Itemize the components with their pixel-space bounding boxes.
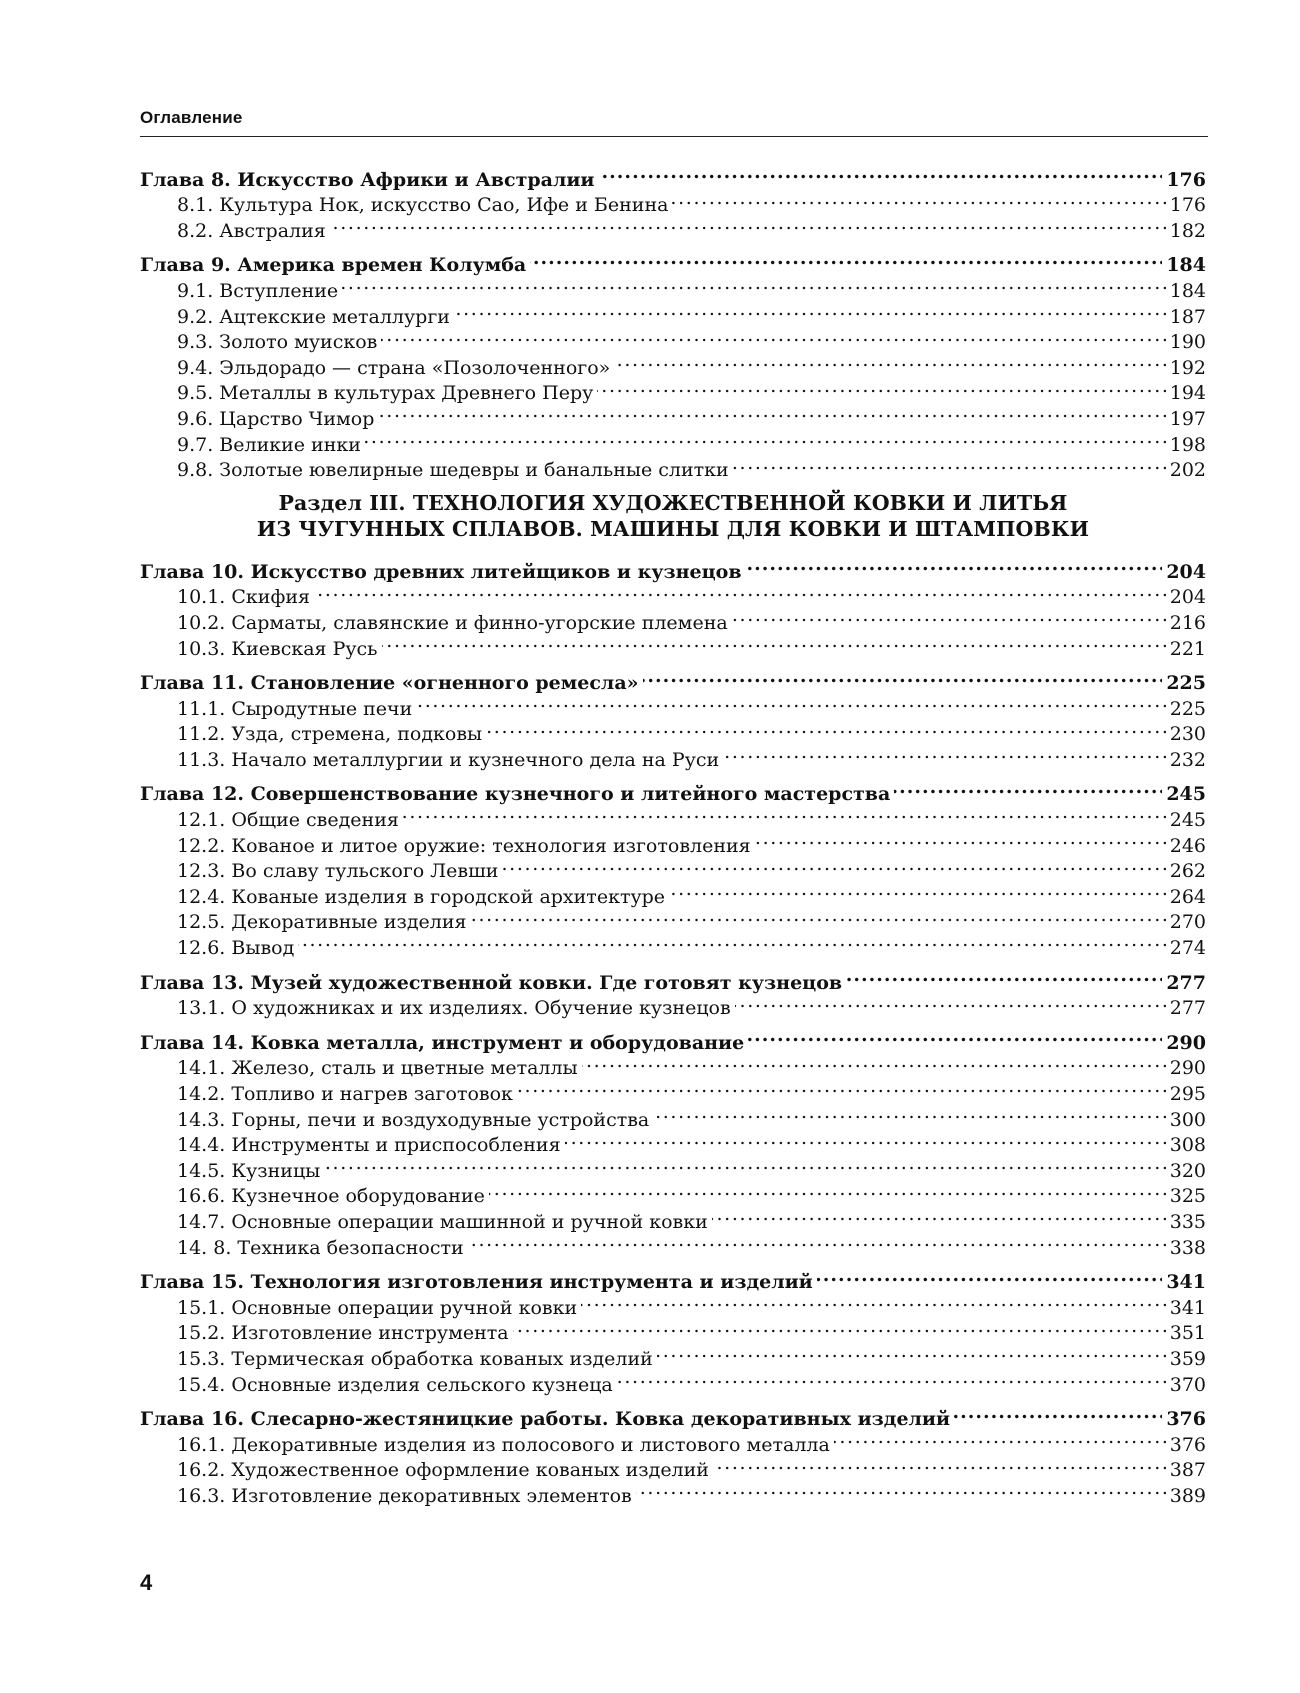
chapter-label: Глава 8. Искусство Африки и Австралии [140, 168, 595, 191]
section-page-number: 277 [1169, 997, 1206, 1020]
section-page-number: 216 [1169, 611, 1206, 634]
section-page-number: 194 [1169, 382, 1206, 405]
section-page-number: 230 [1169, 723, 1206, 746]
section-page-number: 300 [1169, 1108, 1206, 1131]
section-label: 9.5. Металлы в культурах Древнего Перу [177, 382, 594, 405]
chapter-page-number: 376 [1166, 1408, 1206, 1431]
chapter-page-number: 341 [1166, 1271, 1206, 1294]
section-page-number: 221 [1169, 637, 1206, 660]
dot-leader [653, 1100, 1165, 1126]
section-label: 10.2. Сарматы, славянские и финно-угорские племена [177, 611, 728, 634]
chapter-label: Глава 16. Слесарно-жестяницкие работы. Ковка декоративных изделий [140, 1408, 951, 1431]
chapter-page-number: 204 [1166, 560, 1206, 583]
dot-leader [732, 603, 1166, 629]
section-page-number: 325 [1169, 1185, 1206, 1208]
section-label: 14.5. Кузницы [177, 1159, 321, 1182]
dot-leader [834, 1425, 1166, 1451]
chapter-label: Глава 10. Искусство древних литейщиков и кузнецов [140, 560, 742, 583]
section-page-number: 335 [1169, 1210, 1206, 1233]
section-label: 12.6. Вывод [177, 937, 295, 960]
dot-leader [342, 271, 1166, 297]
dot-leader [365, 425, 1166, 451]
section-page-number: 202 [1169, 459, 1206, 482]
section-label: 12.2. Кованое и литое оружие: технология изготовления [177, 834, 751, 857]
chapter-page-number: 290 [1166, 1031, 1206, 1054]
section-page-number: 359 [1169, 1347, 1206, 1370]
chapter-block [140, 1023, 1206, 1259]
section-page-number: 176 [1169, 194, 1206, 217]
section-page-number: 225 [1169, 697, 1206, 720]
section-page-number: 295 [1169, 1083, 1206, 1105]
chapter-block [140, 1263, 1206, 1396]
part-heading-line: Раздел III. ТЕХНОЛОГИЯ ХУДОЖЕСТВЕННОЙ КОВКИ И ЛИТЬЯ [278, 491, 1068, 516]
section-page-number: 204 [1169, 586, 1206, 609]
chapter-entry[interactable] [140, 1400, 1206, 1431]
chapter-block [140, 246, 1206, 482]
section-page-number: 308 [1169, 1134, 1206, 1157]
section-label: 8.2. Австралия [177, 219, 326, 242]
chapter-entry[interactable] [140, 664, 1206, 695]
dot-leader [513, 1314, 1166, 1340]
dot-leader [723, 740, 1166, 766]
section-page-number: 262 [1169, 860, 1206, 883]
chapter-block [140, 963, 1206, 1020]
section-label: 9.3. Золото муисков [177, 331, 378, 354]
section-page-number: 389 [1169, 1484, 1206, 1507]
chapter-entry[interactable] [140, 246, 1206, 277]
chapter-block [140, 775, 1206, 960]
section-label: 16.1. Декоративные изделия из полосового и листового металла [177, 1433, 830, 1456]
dot-leader [735, 989, 1166, 1015]
section-page-number: 387 [1169, 1459, 1206, 1482]
dot-leader [954, 1400, 1162, 1426]
section-page-number: 341 [1169, 1296, 1206, 1319]
dot-leader [733, 451, 1166, 477]
dot-leader [669, 877, 1166, 903]
table-of-contents [140, 160, 1206, 1511]
section-label: 15.3. Термическая обработка кованых изделий [177, 1347, 653, 1370]
dot-leader [489, 1177, 1166, 1203]
section-label: 9.7. Великие инки [177, 433, 361, 456]
section-page-number: 232 [1169, 748, 1206, 771]
section-label: 16.6. Кузнечное оборудование [177, 1185, 485, 1208]
chapter-page-number: 225 [1166, 672, 1206, 695]
dot-leader [657, 1339, 1166, 1365]
dot-leader [599, 160, 1163, 186]
dot-leader [502, 852, 1165, 878]
section-page-number: 245 [1169, 809, 1206, 832]
section-label: 12.3. Во славу тульского Левши [177, 860, 499, 883]
dot-leader [314, 578, 1166, 604]
section-label: 10.3. Киевская Русь [177, 637, 378, 660]
dot-leader [381, 323, 1165, 349]
dot-leader [530, 246, 1162, 272]
section-label: 10.1. Скифия [177, 586, 310, 609]
chapter-label: Глава 12. Совершенствование кузнечного и литейного мастерства [140, 783, 891, 806]
dot-leader [672, 186, 1165, 212]
section-page-number: 274 [1169, 937, 1206, 960]
dot-leader [324, 1151, 1165, 1177]
section-label: 14.2. Топливо и нагрев заготовок [177, 1083, 513, 1105]
dot-leader [614, 348, 1165, 374]
section-label: 15.4. Основные изделия сельского кузнеца [177, 1373, 613, 1396]
chapter-page-number: 184 [1166, 254, 1206, 277]
section-page-number: 370 [1169, 1373, 1206, 1396]
section-label: 14.7. Основные операции машинной и ручной ковки [177, 1210, 708, 1233]
section-label: 15.1. Основные операции ручной ковки [177, 1296, 578, 1319]
section-label: 12.4. Кованые изделия в городской архитектуре [177, 885, 666, 908]
dot-leader [755, 826, 1166, 852]
dot-leader [581, 1288, 1166, 1314]
dot-leader [517, 1074, 1166, 1100]
dot-leader [298, 928, 1165, 954]
chapter-block [140, 1400, 1206, 1507]
dot-leader [416, 689, 1165, 715]
dot-leader [486, 715, 1166, 741]
section-label: 16.3. Изготовление декоративных элементов [177, 1484, 632, 1507]
dot-leader [565, 1126, 1166, 1152]
chapter-block [140, 664, 1206, 771]
dot-leader [582, 1049, 1166, 1075]
part-heading [140, 490, 1206, 542]
dot-leader [617, 1365, 1166, 1391]
dot-leader [712, 1202, 1166, 1228]
dot-leader [817, 1263, 1163, 1289]
header-rule [140, 136, 1208, 137]
section-page-number: 182 [1169, 219, 1206, 242]
dot-leader [846, 963, 1162, 989]
section-label: 11.2. Узда, стремена, подковы [177, 723, 483, 746]
chapter-page-number: 277 [1166, 971, 1206, 994]
section-label: 9.1. Вступление [177, 279, 339, 302]
chapter-page-number: 176 [1166, 168, 1206, 191]
section-label: 9.6. Царство Чимор [177, 407, 375, 430]
part-heading-line: ИЗ ЧУГУННЫХ СПЛАВОВ. МАШИНЫ ДЛЯ КОВКИ И ШТАМПОВКИ [256, 517, 1090, 542]
chapter-label: Глава 9. Америка времен Колумба [140, 254, 527, 277]
chapter-entry[interactable] [140, 963, 1206, 994]
dot-leader [636, 1476, 1166, 1502]
section-page-number: 338 [1169, 1236, 1206, 1259]
section-label: 14.4. Инструменты и приспособления [177, 1134, 561, 1157]
section-page-number: 351 [1169, 1322, 1206, 1345]
section-page-number: 376 [1169, 1433, 1206, 1456]
section-page-number: 320 [1169, 1159, 1206, 1182]
dot-leader [403, 800, 1166, 826]
chapter-entry[interactable] [140, 1023, 1206, 1054]
section-label: 9.4. Эльдорадо — страна «Позолоченного» [177, 356, 611, 379]
section-label: 14.3. Горны, печи и воздуходувные устройства [177, 1108, 650, 1131]
dot-leader [378, 399, 1165, 425]
chapter-label: Глава 14. Ковка металла, инструмент и оборудование [140, 1031, 745, 1054]
section-page-number: 290 [1169, 1057, 1206, 1080]
section-label: 9.2. Ацтекские металлурги [177, 305, 450, 328]
running-head: Оглавление [140, 108, 243, 127]
dot-leader [330, 211, 1166, 237]
chapter-block [140, 160, 1206, 242]
section-label: 15.2. Изготовление инструмента [177, 1322, 509, 1345]
section-label: 11.1. Сыродутные печи [177, 697, 413, 720]
chapter-entry[interactable] [140, 1263, 1206, 1294]
section-page-number: 264 [1169, 885, 1206, 908]
dot-leader [471, 903, 1166, 929]
section-label: 9.8. Золотые ювелирные шедевры и банальные слитки [177, 459, 729, 482]
section-page-number: 184 [1169, 279, 1206, 302]
chapter-label: Глава 11. Становление «огненного ремесла» [140, 672, 639, 695]
chapter-entry[interactable] [140, 552, 1206, 583]
section-label: 12.1. Общие сведения [177, 809, 399, 832]
section-label: 11.3. Начало металлургии и кузнечного дела на Руси [177, 748, 720, 771]
section-page-number: 197 [1169, 407, 1206, 430]
chapter-label: Глава 13. Музей художественной ковки. Где готовят кузнецов [140, 971, 843, 994]
section-page-number: 198 [1169, 433, 1206, 456]
dot-leader [748, 1023, 1162, 1049]
dot-leader [468, 1228, 1166, 1254]
section-label: 12.5. Декоративные изделия [177, 911, 467, 934]
chapter-entry[interactable] [140, 160, 1206, 191]
chapter-page-number: 245 [1166, 783, 1206, 806]
chapter-block [140, 552, 1206, 660]
chapter-entry[interactable] [140, 775, 1206, 806]
chapter-label: Глава 15. Технология изготовления инструмента и изделий [140, 1271, 813, 1294]
dot-leader [746, 552, 1163, 578]
dot-leader [713, 1451, 1166, 1477]
dot-leader [382, 629, 1166, 655]
section-label: 8.1. Культура Нок, искусство Сао, Ифе и Бенина [177, 194, 669, 217]
dot-leader [597, 374, 1165, 400]
section-page-number: 246 [1169, 834, 1206, 857]
dot-leader [894, 775, 1162, 801]
page-number: 4 [140, 1570, 153, 1595]
section-page-number: 187 [1169, 305, 1206, 328]
section-page-number: 270 [1169, 911, 1206, 934]
section-label: 14.1. Железо, сталь и цветные металлы [177, 1057, 578, 1080]
dot-leader [643, 664, 1163, 690]
section-label: 13.1. О художниках и их изделиях. Обучение кузнецов [177, 997, 731, 1020]
section-page-number: 190 [1169, 331, 1206, 354]
section-page-number: 192 [1169, 356, 1206, 379]
section-label: 16.2. Художественное оформление кованых изделий [177, 1459, 709, 1482]
section-entry[interactable] [140, 928, 1206, 960]
section-label: 14. 8. Техника безопасности [177, 1236, 464, 1259]
dot-leader [454, 297, 1166, 323]
